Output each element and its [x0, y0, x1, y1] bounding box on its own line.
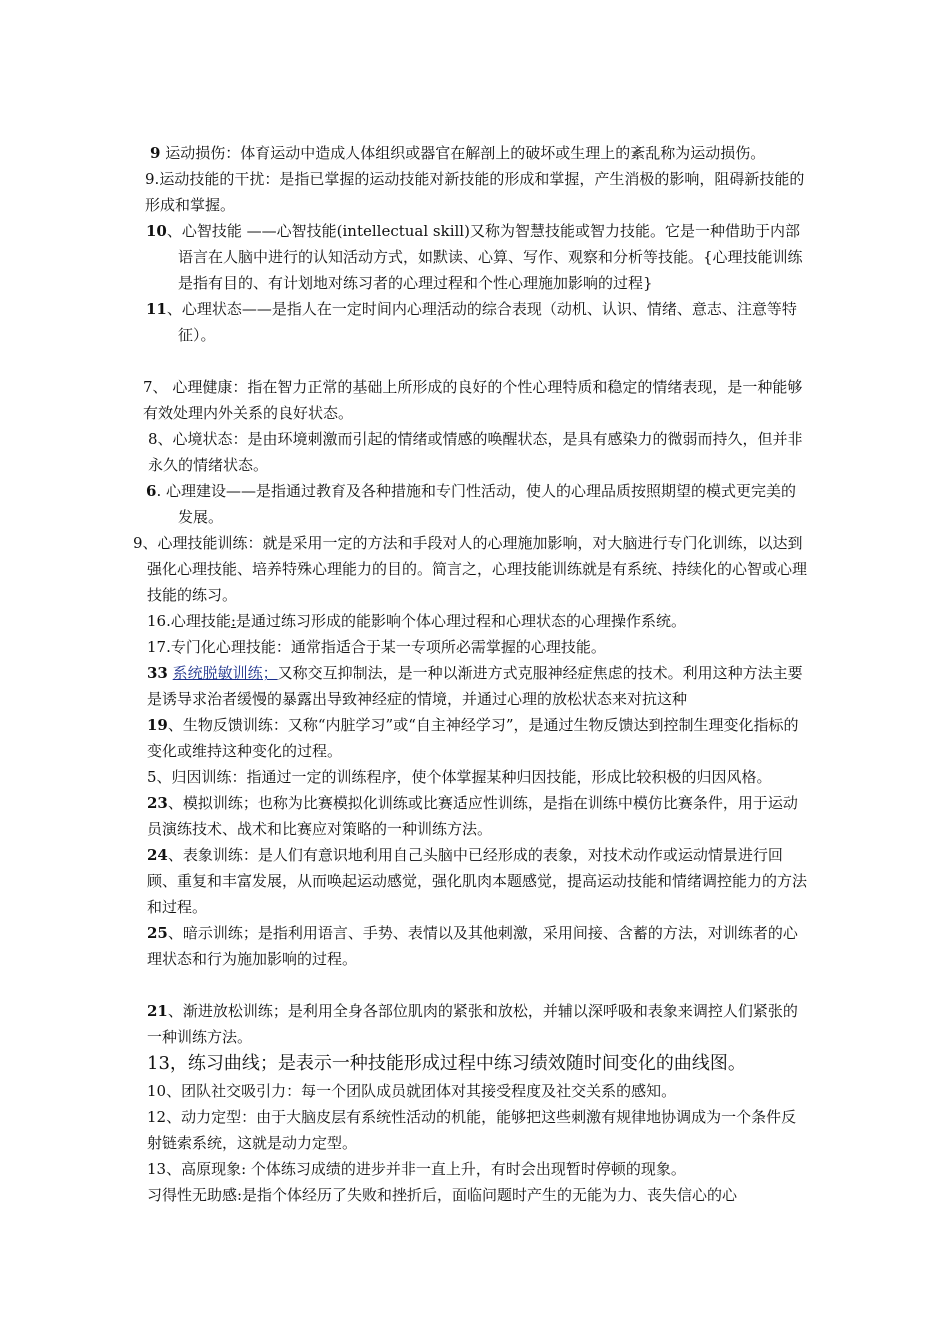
entry-team-social-attraction — [0, 1078, 810, 1104]
entry-learned-helplessness — [0, 1182, 810, 1208]
entry-mental-state — [0, 296, 810, 348]
entry-attribution-training — [0, 764, 810, 790]
entry-suggestion-training — [0, 920, 810, 972]
entry-number: 13 — [147, 1053, 170, 1074]
entry-number: 23 — [147, 794, 168, 812]
entry-number: 7 — [143, 378, 153, 396]
entry-text: 、心智技能 ——心智技能(intellectual skill)又称为智慧技能或智力技能。它是一种借助于内部语言在人脑中进行的认知活动方式，如默读、心算、写作、观察和分析等技能。{心理技能训练是指有目的、有计划地对练习者的心理过程和个性心理施加影响的过程} — [166, 222, 803, 292]
entry-text: 、渐进放松训练；是利用全身各部位肌肉的紧张和放松，并辅以深呼吸和表象来调控人们紧张的一种训练方法。 — [147, 1002, 798, 1046]
entry-mental-skill-training — [0, 530, 810, 608]
entry-text: 、心理状态——是指人在一定时间内心理活动的综合表现（动机、认识、情绪、意志、注意等特征）。 — [166, 300, 797, 344]
entry-specialized-mental-skill — [0, 634, 810, 660]
entry-text: 、暗示训练；是指利用语言、手势、表情以及其他刺激，采用间接、含蓄的方法，对训练者的心理状态和行为施加影响的过程。 — [147, 924, 798, 968]
entry-number: 33 — [147, 664, 168, 682]
entry-text: 又称交互抑制法，是一种以渐进方式克服神经症焦虑的技术。利用这种方法主要是诱导求治者缓慢的暴露出导致神经症的情境，并通过心理的放松状态来对抗这种 — [147, 664, 803, 708]
entry-number: 16. — [147, 612, 171, 630]
entry-number: 10 — [146, 222, 167, 240]
entry-text: 运动损伤：体育运动中造成人体组织或器官在解剖上的破坏或生理上的紊乱称为运动损伤。 — [165, 144, 766, 162]
entry-skill-interference — [0, 166, 810, 218]
entry-number: 9. — [145, 170, 160, 188]
entry-text: ，练习曲线；是表示一种技能形成过程中练习绩效随时间变化的曲线图。 — [169, 1053, 746, 1074]
entry-number: 13 — [147, 1160, 167, 1178]
entry-text: 、团队社交吸引力：每一个团队成员就团体对其接受程度及社交关系的感知。 — [166, 1082, 677, 1100]
entry-number: 21 — [147, 1002, 168, 1020]
entry-simulation-training — [0, 790, 810, 842]
entry-text: 、归因训练：指通过一定的训练程序，使个体掌握某种归因技能，形成比较积极的归因风格。 — [156, 768, 772, 786]
entry-number: 25 — [147, 924, 168, 942]
entry-number: 11 — [146, 300, 167, 318]
entry-number: 17. — [147, 638, 171, 656]
entry-biofeedback — [0, 712, 810, 764]
entry-text: 、高原现象: 个体练习成绩的进步并非一直上升，有时会出现暂时停顿的现象。 — [166, 1160, 686, 1178]
entry-practice-curve — [0, 1050, 810, 1078]
entry-dynamic-stereotype — [0, 1104, 810, 1156]
entry-number: 12 — [147, 1108, 167, 1126]
entry-number: 6 — [146, 482, 157, 500]
entry-systematic-desensitization — [0, 660, 810, 712]
entry-number: 9 — [150, 144, 161, 162]
entry-mental-construction — [0, 478, 810, 530]
entry-number: 10 — [147, 1082, 167, 1100]
entry-label-link[interactable]: 系统脱敏训练； — [172, 664, 278, 682]
entry-label-colon: : — [230, 612, 236, 630]
entry-text: 、动力定型：由于大脑皮层有系统性活动的机能，能够把这些刺激有规律地协调成为一个条件反射链索系统，这就是动力定型。 — [147, 1108, 797, 1152]
entry-text: 、表象训练：是人们有意识地利用自己头脑中已经形成的表象，对技术动作或运动情景进行回顾、重复和丰富发展，从而唤起运动感觉，强化肌肉本题感觉，提高运动技能和情绪调控能力的方法和过程。 — [147, 846, 808, 916]
entry-text: 、心理技能训练：就是采用一定的方法和手段对人的心理施加影响，对大脑进行专门化训练，以达到强化心理技能、培养特殊心理能力的目的。简言之，心理技能训练就是有系统、持续化的心智或心理技能的练习。 — [142, 534, 808, 604]
entry-text: 是通过练习形成的能影响个体心理过程和心理状态的心理操作系统。 — [235, 612, 686, 630]
entry-sports-injury — [0, 140, 810, 166]
entry-text: 运动技能的干扰：是指已掌握的运动技能对新技能的形成和掌握，产生消极的影响，阻碍新技能的形成和掌握。 — [145, 170, 805, 214]
entry-label: 心理技能 — [170, 612, 231, 630]
entry-text: 专门化心理技能：通常指适合于某一专项所必需掌握的心理技能。 — [170, 638, 606, 656]
document-body — [0, 140, 950, 1208]
entry-text: 习得性无助感:是指个体经历了失败和挫折后，面临问题时产生的无能为力、丧失信心的心 — [147, 1186, 738, 1204]
entry-progressive-relaxation — [0, 998, 810, 1050]
entry-mental-health — [0, 374, 810, 426]
entry-mood-state — [0, 426, 810, 478]
entry-text: 、模拟训练；也称为比赛模拟化训练或比赛适应性训练，是指在训练中模仿比赛条件，用于运动员演练技术、战术和比赛应对策略的一种训练方法。 — [147, 794, 798, 838]
entry-text: 、生物反馈训练：又称“内脏学习”或“自主神经学习”，是通过生物反馈达到控制生理变化指标的变化或维持这种变化的过程。 — [147, 716, 799, 760]
entry-intellectual-skill — [0, 218, 810, 296]
entry-number: 5 — [147, 768, 157, 786]
entry-plateau-phenomenon — [0, 1156, 810, 1182]
entry-mental-skill — [0, 608, 810, 634]
entry-number: 19 — [147, 716, 168, 734]
entry-imagery-training — [0, 842, 810, 920]
entry-text: 、 心理健康：指在智力正常的基础上所形成的良好的个性心理特质和稳定的情绪表现，是一种能够有效处理内外关系的良好状态。 — [143, 378, 803, 422]
entry-number: 8 — [148, 430, 158, 448]
entry-number: 9 — [133, 534, 143, 552]
entry-text: 、心境状态：是由环境刺激而引起的情绪或情感的唤醒状态，是具有感染力的微弱而持久，但并非永久的情绪状态。 — [148, 430, 803, 474]
entry-text: . 心理建设——是指通过教育及各种措施和专门性活动，使人的心理品质按照期望的模式更完美的发展。 — [156, 482, 796, 526]
entry-number: 24 — [147, 846, 168, 864]
